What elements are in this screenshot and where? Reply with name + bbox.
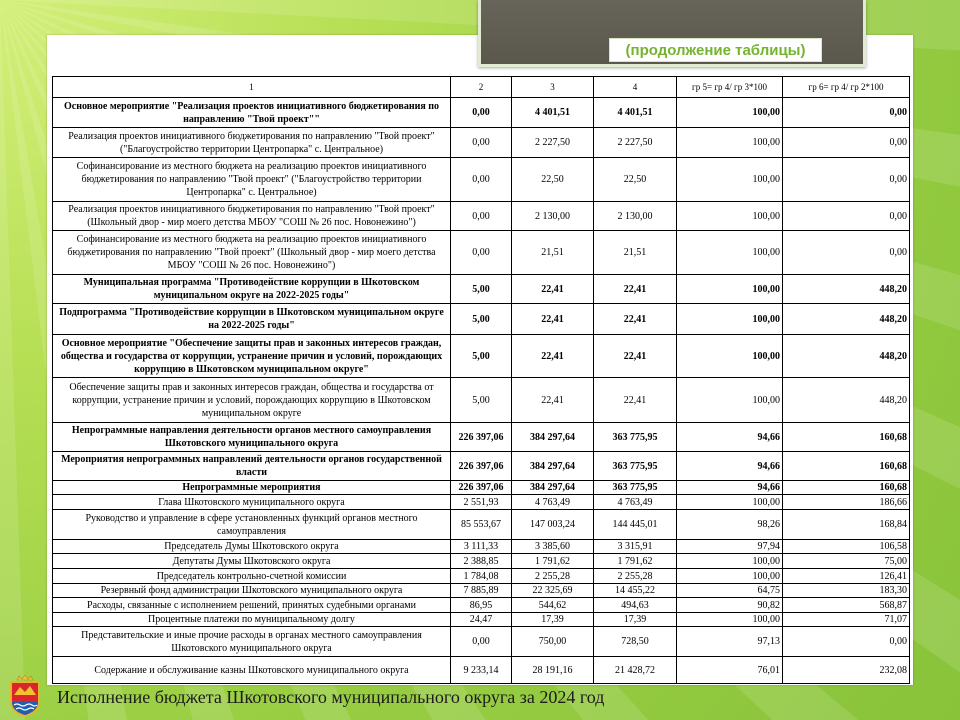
column-5-percent: 90,82: [677, 598, 783, 613]
column-5-percent: 76,01: [677, 657, 783, 684]
table-row: [53, 584, 910, 598]
column-6-percent: 448,20: [783, 304, 910, 335]
column-4-value: 494,63: [594, 598, 677, 613]
column-3-value: 28 191,16: [512, 657, 594, 684]
column-6-percent: 448,20: [783, 378, 910, 423]
header-col-1: 1: [53, 77, 451, 98]
column-2-value: 0,00: [451, 98, 512, 128]
row-name: Глава Шкотовского муниципального округа: [53, 495, 451, 510]
column-6-percent: 160,68: [783, 481, 910, 495]
column-3-value: 22,41: [512, 304, 594, 335]
row-name: Муниципальная программа "Противодействие коррупции в Шкотовском муниципальном округе на 2022-2025 годы": [53, 275, 451, 304]
column-2-value: 0,00: [451, 128, 512, 158]
column-5-percent: 100,00: [677, 335, 783, 378]
column-6-percent: 448,20: [783, 335, 910, 378]
column-6-percent: 126,41: [783, 569, 910, 584]
column-6-percent: 0,00: [783, 627, 910, 657]
column-3-value: 147 003,24: [512, 510, 594, 540]
column-2-value: 226 397,06: [451, 481, 512, 495]
column-6-percent: 232,08: [783, 657, 910, 684]
column-2-value: 0,00: [451, 627, 512, 657]
table-row: [53, 554, 910, 569]
column-5-percent: 100,00: [677, 231, 783, 275]
row-name: Софинансирование из местного бюджета на реализацию проектов инициативного бюджетирования по направлению "Твой проект" ("Благоустройство территории Центропарка" с. Центральное): [53, 158, 451, 202]
column-6-percent: 160,68: [783, 452, 910, 481]
row-name: Депутаты Думы Шкотовского округа: [53, 554, 451, 569]
coat-of-arms-icon: [8, 675, 42, 718]
column-4-value: 22,41: [594, 275, 677, 304]
table-row: [53, 98, 910, 128]
column-4-value: 728,50: [594, 627, 677, 657]
column-3-value: 22 325,69: [512, 584, 594, 598]
table-row: [53, 510, 910, 540]
column-5-percent: 98,26: [677, 510, 783, 540]
column-5-percent: 97,94: [677, 540, 783, 554]
column-4-value: 21,51: [594, 231, 677, 275]
table-header-row: [53, 77, 910, 98]
budget-table: [52, 76, 910, 684]
column-5-percent: 100,00: [677, 98, 783, 128]
row-name: Основное мероприятие "Реализация проектов инициативного бюджетирования по направлению "Твой проект"": [53, 98, 451, 128]
column-2-value: 5,00: [451, 335, 512, 378]
column-2-value: 0,00: [451, 202, 512, 231]
column-3-value: 384 297,64: [512, 452, 594, 481]
column-5-percent: 100,00: [677, 569, 783, 584]
column-2-value: 85 553,67: [451, 510, 512, 540]
column-2-value: 9 233,14: [451, 657, 512, 684]
column-2-value: 7 885,89: [451, 584, 512, 598]
slide-footer-title: Исполнение бюджета Шкотовского муниципального округа за 2024 год: [57, 687, 605, 707]
column-5-percent: 100,00: [677, 495, 783, 510]
column-4-value: 363 775,95: [594, 423, 677, 452]
table-row: [53, 540, 910, 554]
column-5-percent: 100,00: [677, 158, 783, 202]
table-row: [53, 304, 910, 335]
table-row: [53, 452, 910, 481]
column-3-value: 384 297,64: [512, 481, 594, 495]
column-3-value: 4 763,49: [512, 495, 594, 510]
table-row: [53, 569, 910, 584]
column-6-percent: 71,07: [783, 613, 910, 627]
row-name: Расходы, связанные с исполнением решений, принятых судебными органами: [53, 598, 451, 613]
column-4-value: 1 791,62: [594, 554, 677, 569]
column-3-value: 17,39: [512, 613, 594, 627]
continuation-label: (продолжение таблицы): [609, 38, 822, 62]
row-name: Представительские и иные прочие расходы в органах местного самоуправления Шкотовского муниципального округа: [53, 627, 451, 657]
row-name: Председатель контрольно-счетной комиссии: [53, 569, 451, 584]
row-name: Руководство и управление в сфере установленных функций органов местного самоуправления: [53, 510, 451, 540]
column-6-percent: 75,00: [783, 554, 910, 569]
column-5-percent: 94,66: [677, 452, 783, 481]
column-4-value: 22,50: [594, 158, 677, 202]
header-col-4: 4: [594, 77, 677, 98]
column-3-value: 544,62: [512, 598, 594, 613]
column-2-value: 5,00: [451, 378, 512, 423]
row-name: Председатель Думы Шкотовского округа: [53, 540, 451, 554]
column-2-value: 24,47: [451, 613, 512, 627]
column-4-value: 2 130,00: [594, 202, 677, 231]
column-6-percent: 168,84: [783, 510, 910, 540]
column-3-value: 2 255,28: [512, 569, 594, 584]
column-2-value: 2 551,93: [451, 495, 512, 510]
column-4-value: 4 401,51: [594, 98, 677, 128]
column-6-percent: 448,20: [783, 275, 910, 304]
row-name: Непрограммные направления деятельности органов местного самоуправления Шкотовского муниципального округа: [53, 423, 451, 452]
table-row: [53, 495, 910, 510]
column-6-percent: 0,00: [783, 158, 910, 202]
header-col-5: гр 5= гр 4/ гр 3*100: [677, 77, 783, 98]
table-row: [53, 335, 910, 378]
column-5-percent: 100,00: [677, 613, 783, 627]
column-6-percent: 186,66: [783, 495, 910, 510]
column-5-percent: 100,00: [677, 554, 783, 569]
column-3-value: 4 401,51: [512, 98, 594, 128]
column-4-value: 21 428,72: [594, 657, 677, 684]
row-name: Софинансирование из местного бюджета на реализацию проектов инициативного бюджетирования по направлению "Твой проект" (Школьный двор - мир моего детства МБОУ "СОШ № 26 пос. Новонежино"): [53, 231, 451, 275]
column-3-value: 22,41: [512, 275, 594, 304]
column-4-value: 3 315,91: [594, 540, 677, 554]
table-row: [53, 202, 910, 231]
row-name: Реализация проектов инициативного бюджетирования по направлению "Твой проект" (Школьный двор - мир моего детства МБОУ "СОШ № 26 пос. Новонежино"): [53, 202, 451, 231]
row-name: Содержание и обслуживание казны Шкотовского муниципального округа: [53, 657, 451, 684]
column-5-percent: 100,00: [677, 128, 783, 158]
column-3-value: 384 297,64: [512, 423, 594, 452]
table-row: [53, 613, 910, 627]
column-4-value: 14 455,22: [594, 584, 677, 598]
column-2-value: 1 784,08: [451, 569, 512, 584]
column-4-value: 22,41: [594, 304, 677, 335]
column-6-percent: 106,58: [783, 540, 910, 554]
column-2-value: 5,00: [451, 275, 512, 304]
header-col-3: 3: [512, 77, 594, 98]
column-6-percent: 0,00: [783, 128, 910, 158]
column-2-value: 226 397,06: [451, 452, 512, 481]
continuation-banner: [478, 0, 866, 67]
table-row: [53, 423, 910, 452]
column-4-value: 4 763,49: [594, 495, 677, 510]
column-3-value: 22,41: [512, 335, 594, 378]
column-3-value: 3 385,60: [512, 540, 594, 554]
column-5-percent: 64,75: [677, 584, 783, 598]
header-col-2: 2: [451, 77, 512, 98]
column-3-value: 21,51: [512, 231, 594, 275]
column-5-percent: 100,00: [677, 378, 783, 423]
column-4-value: 144 445,01: [594, 510, 677, 540]
column-3-value: 22,41: [512, 378, 594, 423]
column-5-percent: 100,00: [677, 304, 783, 335]
column-4-value: 363 775,95: [594, 481, 677, 495]
row-name: Обеспечение защиты прав и законных интересов граждан, общества и государства от коррупции, устранение причин и условий, порождающих коррупцию в Шкотовском муниципальном округе: [53, 378, 451, 423]
column-5-percent: 94,66: [677, 481, 783, 495]
column-5-percent: 94,66: [677, 423, 783, 452]
row-name: Процентные платежи по муниципальному долгу: [53, 613, 451, 627]
table-row: [53, 598, 910, 613]
column-3-value: 2 130,00: [512, 202, 594, 231]
column-2-value: 3 111,33: [451, 540, 512, 554]
column-3-value: 750,00: [512, 627, 594, 657]
column-2-value: 86,95: [451, 598, 512, 613]
column-5-percent: 97,13: [677, 627, 783, 657]
column-2-value: 5,00: [451, 304, 512, 335]
row-name: Непрограммные мероприятия: [53, 481, 451, 495]
row-name: Реализация проектов инициативного бюджетирования по направлению "Твой проект" ("Благоустройство территории Центропарка" с. Центральное): [53, 128, 451, 158]
table-row: [53, 275, 910, 304]
column-6-percent: 0,00: [783, 98, 910, 128]
column-4-value: 17,39: [594, 613, 677, 627]
column-2-value: 226 397,06: [451, 423, 512, 452]
column-6-percent: 568,87: [783, 598, 910, 613]
column-4-value: 2 227,50: [594, 128, 677, 158]
row-name: Основное мероприятие "Обеспечение защиты прав и законных интересов граждан, общества и государства от коррупции, устранение причин и условий, порождающих коррупцию в Шкотовском муниципальном округе": [53, 335, 451, 378]
column-3-value: 2 227,50: [512, 128, 594, 158]
table-row: [53, 481, 910, 495]
table-row: [53, 128, 910, 158]
table-row: [53, 231, 910, 275]
column-4-value: 22,41: [594, 378, 677, 423]
column-6-percent: 160,68: [783, 423, 910, 452]
column-5-percent: 100,00: [677, 275, 783, 304]
column-2-value: 2 388,85: [451, 554, 512, 569]
row-name: Подпрограмма "Противодействие коррупции в Шкотовском муниципальном округе на 2022-2025 годы": [53, 304, 451, 335]
column-2-value: 0,00: [451, 158, 512, 202]
column-3-value: 1 791,62: [512, 554, 594, 569]
column-4-value: 22,41: [594, 335, 677, 378]
column-5-percent: 100,00: [677, 202, 783, 231]
row-name: Мероприятия непрограммных направлений деятельности органов государственной власти: [53, 452, 451, 481]
column-6-percent: 0,00: [783, 231, 910, 275]
header-col-6: гр 6= гр 4/ гр 2*100: [783, 77, 910, 98]
column-4-value: 2 255,28: [594, 569, 677, 584]
column-3-value: 22,50: [512, 158, 594, 202]
column-6-percent: 183,30: [783, 584, 910, 598]
table-row: [53, 158, 910, 202]
column-4-value: 363 775,95: [594, 452, 677, 481]
table-row: [53, 657, 910, 684]
row-name: Резервный фонд администрации Шкотовского муниципального округа: [53, 584, 451, 598]
column-2-value: 0,00: [451, 231, 512, 275]
column-6-percent: 0,00: [783, 202, 910, 231]
table-row: [53, 378, 910, 423]
table-row: [53, 627, 910, 657]
